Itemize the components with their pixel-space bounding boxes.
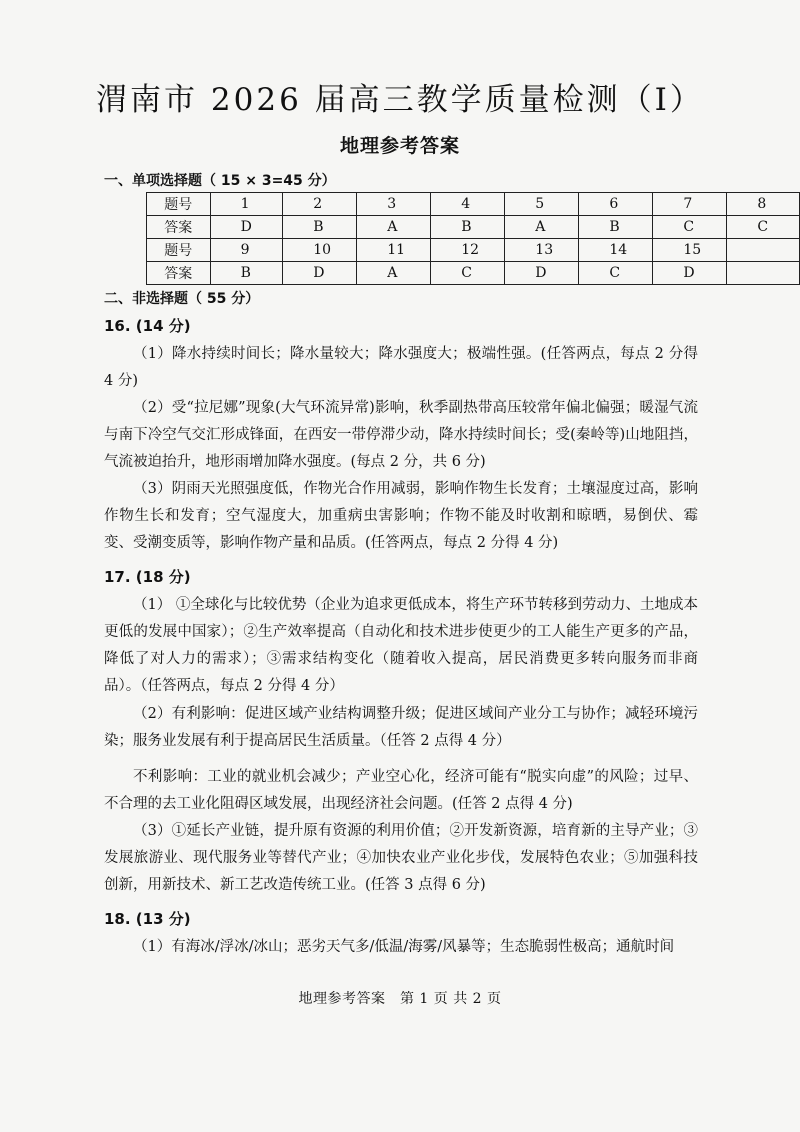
- q16-part2: （2）受“拉尼娜”现象(大气环流异常)影响，秋季副热带高压较常年偏北偏强；暖湿气流与南下冷空气交汇形成锋面，在西安一带停滞少动，降水持续时间长；受(秦岭等)山地阻挡，气流被迫抬升，地形雨增加降水强度。(每点 2 分，共 6 分): [104, 400, 698, 470]
- table-cell: A: [505, 216, 579, 239]
- table-cell: C: [579, 262, 653, 285]
- section2-heading: 二、非选择题（ 55 分）: [104, 291, 260, 307]
- table-cell: A: [357, 262, 431, 285]
- table-cell: 11: [357, 239, 431, 262]
- q17-part2-advantages: （2）有利影响：促进区域产业结构调整升级；促进区域间产业分工与协作；减轻环境污染；服务业发展有利于提高居民生活质量。（任答 2 点得 4 分）: [104, 706, 698, 749]
- table-cell: D: [653, 262, 727, 285]
- q17-part1: （1） ①全球化与比较优势（企业为追求更低成本，将生产环节转移到劳动力、土地成本更低的发展中国家）；②生产效率提高（自动化和技术进步使更少的工人能生产更多的产品，降低了对人力的需求）；③需求结构变化（随着收入提高，居民消费更多转向服务而非商品）。（任答两点，每点 2 分得 4 分）: [104, 597, 698, 694]
- section1-heading: 一、单项选择题（ 15 × 3=45 分）: [104, 173, 336, 189]
- table-cell: 14: [579, 239, 653, 262]
- answer-table: [146, 192, 800, 285]
- table-cell: 1: [210, 193, 283, 216]
- table-row: [147, 193, 800, 216]
- table-cell: 13: [505, 239, 579, 262]
- table-cell: D: [210, 216, 283, 239]
- page-subtitle: 地理参考答案: [339, 135, 460, 157]
- q16-part1: （1）降水持续时间长；降水量较大；降水强度大；极端性强。(任答两点，每点 2 分得 4 分): [104, 346, 698, 389]
- q17-label: 17. (18 分): [104, 568, 191, 586]
- table-cell: B: [283, 216, 357, 239]
- table-cell: 9: [210, 239, 283, 262]
- table-cell: C: [431, 262, 505, 285]
- table-cell: 4: [431, 193, 505, 216]
- table-cell: 2: [283, 193, 357, 216]
- table-cell: B: [210, 262, 283, 285]
- table-cell: [727, 262, 800, 285]
- table-cell: 10: [283, 239, 357, 262]
- q16-part3: （3）阴雨天光照强度低，作物光合作用减弱，影响作物生长发育；土壤湿度过高，影响作物生长和发育；空气湿度大，加重病虫害影响；作物不能及时收割和晾晒，易倒伏、霉变、受潮变质等，影响作物产量和品质。(任答两点，每点 2 分得 4 分): [104, 481, 698, 551]
- table-cell: 6: [579, 193, 653, 216]
- page-title: 渭南市 2026 届高三教学质量检测（Ⅰ）: [96, 82, 704, 118]
- table-cell: A: [357, 216, 431, 239]
- table-cell: 8: [727, 193, 800, 216]
- table-cell: 5: [505, 193, 579, 216]
- table-cell: 3: [357, 193, 431, 216]
- table-cell: 15: [653, 239, 727, 262]
- table-cell: [727, 239, 800, 262]
- table-cell: 答案: [147, 216, 211, 239]
- q18-label: 18. (13 分): [104, 910, 191, 928]
- q17-part3: （3）①延长产业链，提升原有资源的利用价值；②开发新资源，培育新的主导产业；③发展旅游业、现代服务业等替代产业；④加快农业产业化步伐，发展特色农业；⑤加强科技创新，用新技术、新工艺改造传统工业。(任答 3 点得 6 分): [104, 823, 698, 893]
- q18-part1: （1）有海冰/浮冰/冰山；恶劣天气多/低温/海雾/风暴等；生态脆弱性极高；通航时间: [133, 939, 675, 955]
- table-cell: B: [431, 216, 505, 239]
- table-cell: 12: [431, 239, 505, 262]
- table-cell: 答案: [147, 262, 211, 285]
- table-cell: 题号: [147, 239, 211, 262]
- table-row: [147, 216, 800, 239]
- table-row: [147, 262, 800, 285]
- table-cell: 题号: [147, 193, 211, 216]
- table-cell: C: [653, 216, 727, 239]
- q16-label: 16. (14 分): [104, 317, 191, 335]
- table-cell: D: [505, 262, 579, 285]
- table-row: [147, 239, 800, 262]
- table-cell: D: [283, 262, 357, 285]
- page-footer: 地理参考答案 第 1 页 共 2 页: [298, 991, 502, 1007]
- table-cell: C: [727, 216, 800, 239]
- table-cell: 7: [653, 193, 727, 216]
- table-cell: B: [579, 216, 653, 239]
- q17-part2-disadvantages: 不利影响：工业的就业机会减少；产业空心化，经济可能有“脱实向虚”的风险；过早、不合理的去工业化阻碍区域发展，出现经济社会问题。(任答 2 点得 4 分): [104, 769, 698, 812]
